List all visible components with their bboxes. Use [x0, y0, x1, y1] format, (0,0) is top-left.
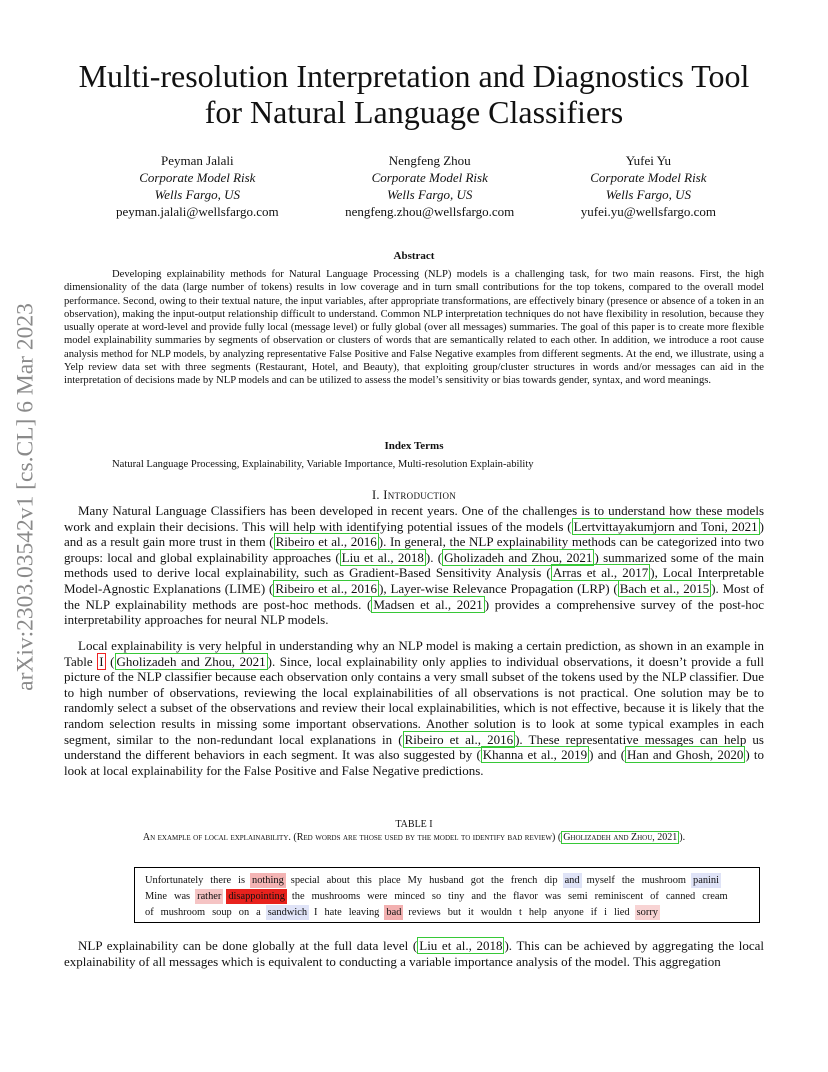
highlighted-word: bad	[386, 907, 402, 918]
citation-link[interactable]: Gholizadeh and Zhou, 2021	[116, 653, 266, 669]
section-number: I.	[371, 488, 384, 502]
paragraph-1: Many Natural Language Classifiers has been developed in recent years. One of the challenges is to understand how these models work and explain their decisions. This will help with identifying potential issues of the models ( Lertvittayakumjorn and Toni, 2021 ) and as a result gain more trust in them ( Ribeiro et al., 2016 ). In general, the NLP explainability methods can be categorized into two groups: local and global explainability approaches ( Liu et al., 2018 ). ( Gholizadeh and Zhou, 2021 ) summarized some of the main methods used to derive local explainability, such as Gradient-Based Sensitivity Analysis ( Arras et al., 2017 ), Local Interpretable Model-Agnostic Explanations (LIME) ( Ribeiro et al., 2016 ), Layer-wise Relevance Propagation (LRP) ( Bach et al., 2015 ). Most of the NLP explainability methods are post-hoc methods. ( Madsen et al., 2021 ) provides a comprehensive survey of the post-hoc interpretability approaches for neural NLP models.	[64, 503, 765, 628]
citation-link[interactable]: Madsen et al., 2021	[373, 596, 483, 612]
word: husband	[429, 875, 464, 886]
word: the	[491, 875, 504, 886]
word: My	[407, 875, 423, 886]
citation-link[interactable]: Ribeiro et al., 2016	[404, 731, 514, 747]
word: were	[367, 891, 388, 902]
citation-link[interactable]: Khanna et al., 2019	[482, 747, 588, 763]
table-ref-link[interactable]: I	[99, 653, 104, 669]
word: semi	[568, 891, 588, 902]
word: flavor	[513, 891, 538, 902]
word: was	[173, 891, 191, 902]
word: canned	[665, 891, 696, 902]
word: but	[447, 907, 462, 918]
author-3	[581, 152, 716, 220]
citation-link[interactable]: Gholizadeh and Zhou, 2021	[444, 549, 593, 565]
abstract-heading: Abstract	[393, 250, 435, 262]
citation-link[interactable]: Liu et al., 2018	[419, 938, 503, 953]
word: help	[528, 907, 547, 918]
table-row	[143, 905, 663, 920]
word: cream	[702, 891, 728, 902]
paragraph-3: NLP explainability can be done globally at the full data level ( Liu et al., 2018 ). This can be achieved by aggregating the local explainability of all messages which is equivalent to conducting a variable importance analysis of the model. This aggregation	[64, 938, 764, 969]
word: there	[210, 875, 232, 886]
word: Unfortunately	[145, 875, 204, 886]
word: Mine	[145, 891, 167, 902]
word: the	[621, 875, 635, 886]
table-row	[143, 873, 724, 888]
citation-link[interactable]: Ribeiro et al., 2016	[275, 534, 377, 550]
word: minced	[394, 891, 425, 902]
highlighted-word: nothing	[252, 875, 284, 886]
word: soup	[212, 907, 232, 918]
author-block	[64, 152, 764, 220]
word: about	[326, 875, 350, 886]
author-email: yufei.yu@wellsfargo.com	[580, 204, 716, 219]
table-caption-text: An example of local explainability. (Red words are those used by the model to identify bad review) (	[142, 832, 562, 843]
highlighted-word: and	[564, 875, 580, 886]
author-org: Wells Fargo, US	[154, 187, 240, 202]
title-line-2: for Natural Language Classifiers	[204, 94, 624, 130]
citation-link[interactable]: Arras et al., 2017	[552, 565, 649, 581]
highlighted-word: sandwich	[267, 907, 308, 918]
author-name: Nengfeng Zhou	[388, 153, 471, 168]
citation-link[interactable]: Bach et al., 2015	[619, 580, 710, 596]
table-row	[143, 889, 733, 904]
word: myself	[586, 875, 615, 886]
word: place	[378, 875, 401, 886]
word: mushrooms	[311, 891, 361, 902]
citation-link[interactable]: Gholizadeh and Zhou, 2021	[563, 832, 678, 843]
highlighted-word: rather	[197, 891, 222, 902]
word: i	[604, 907, 608, 918]
abstract-body: Developing explainability methods for Natural Language Processing (NLP) models is a challenging task, for two main reasons. First, the high dimensionality of the data (large number of tokens) results in low coverage and in turn small contributions for the top tokens, compared to the overall model performance. Second, owing to their textual nature, the input variables, after appropriate transformations, are effectively binary (presence or absence of a token in an observation), making the input-output relationship difficult to understand. Common NLP interpretation techniques do not have flexibility in resolution, because they usually operate at word-level and provide fully local (message level) or fully global (over all messages) summaries. The goal of this paper is to create more flexible model explainability summaries by segments of observation or clusters of words that are semantically related to each other. In addition, we introduce a root cause analysis method for NLP models, by analyzing representative False Positive and False Negative examples from different segments. At the end, we illustrate, using a Yelp review data set with three segments (Restaurant, Hotel, and Beauty), that exploiting group/cluster structures in words and/or messages can aid in the interpretation of decisions made by NLP models and can be utilized to assess the model’s sensitivity or bias towards gender, syntax, and word meanings.	[64, 269, 764, 387]
word: of	[145, 907, 154, 918]
word: so	[431, 891, 442, 902]
author-2	[345, 152, 514, 220]
word: if	[590, 907, 598, 918]
citation-link[interactable]: Liu et al., 2018	[341, 549, 424, 565]
author-org: Wells Fargo, US	[605, 187, 692, 202]
word: is	[238, 875, 246, 886]
word: french	[510, 875, 538, 886]
abstract-text	[64, 268, 764, 388]
section-title: Introduction	[383, 488, 457, 502]
word: on	[238, 907, 250, 918]
word: special	[290, 875, 320, 886]
section-heading	[64, 488, 764, 503]
word: tiny	[448, 891, 465, 902]
word: mushroom	[641, 875, 687, 886]
author-name: Yufei Yu	[625, 153, 672, 168]
table-label: TABLE I	[395, 819, 433, 830]
highlighted-word: sorry	[636, 907, 658, 918]
word: and	[471, 891, 487, 902]
table-caption: TABLE I An example of local explainability. (Red words are those used by the model to identify bad review) ( Gholizadeh and Zhou, 2021 ).	[64, 818, 764, 844]
index-terms: Natural Language Processing, Explainability, Variable Importance, Multi-resolution Explain-ability	[112, 459, 534, 470]
explainability-table	[134, 867, 760, 923]
citation-link[interactable]: Lertvittayakumjorn and Toni, 2021	[573, 518, 758, 534]
paragraph-2: Local explainability is very helpful in understanding why an NLP model is making a certain prediction, as shown in an example in Table I ( Gholizadeh and Zhou, 2021 ). Since, local explainability only applies to individual observations, it doesn’t provide a full picture of the NLP classifier because each observation only contains a very small subset of the tokens used by the NLP classifier. Due to high number of observations, reviewing the local explainabilities of all observations is not practical. One solution may be to randomly select a subset of the observations and review their local explainabilities, which is not effective, because it is likely that the random selection results in missing some important observations. Another solution is to look at some typical examples in each segment, similar to the non-redundant local explanations in ( Ribeiro et al., 2016 ). These representative messages can help us understand the different behaviors in each segment. It was also suggested by ( Khanna et al., 2019 ) and ( Han and Ghosh, 2020 ) to look at local explainability for the False Positive and False Negative predictions.	[64, 638, 764, 778]
word: was	[544, 891, 562, 902]
index-terms-heading: Index Terms	[384, 440, 444, 452]
word: wouldn	[480, 907, 512, 918]
word: the	[493, 891, 507, 902]
word: anyone	[553, 907, 584, 918]
author-dept: Corporate Model Risk	[139, 170, 256, 185]
word: mushroom	[160, 907, 206, 918]
author-email: nengfeng.zhou@wellsfargo.com	[345, 204, 515, 219]
word: it	[468, 907, 474, 918]
word: I	[314, 907, 318, 918]
word: a	[256, 907, 261, 918]
paper-title	[64, 58, 764, 130]
highlighted-word: panini	[693, 875, 719, 886]
arxiv-stamp: arXiv:2303.03542v1 [cs.CL] 6 Mar 2023	[12, 303, 39, 691]
word: leaving	[348, 907, 380, 918]
citation-link[interactable]: Han and Ghosh, 2020	[627, 747, 744, 763]
author-dept: Corporate Model Risk	[590, 170, 707, 185]
word: t	[518, 907, 522, 918]
word: reviews	[408, 907, 441, 918]
word: the	[291, 891, 305, 902]
author-org: Wells Fargo, US	[387, 187, 473, 202]
title-line-1: Multi-resolution Interpretation and Diagnostics Tool	[78, 58, 750, 94]
word: hate	[324, 907, 342, 918]
word: reminiscent	[594, 891, 644, 902]
word: this	[356, 875, 372, 886]
highlighted-word: disappointing	[228, 891, 285, 902]
word: dip	[544, 875, 558, 886]
citation-link[interactable]: Ribeiro et al., 2016	[275, 580, 378, 596]
author-1	[116, 152, 279, 220]
author-name: Peyman Jalali	[161, 153, 234, 168]
word: lied	[614, 907, 630, 918]
author-email: peyman.jalali@wellsfargo.com	[116, 204, 279, 219]
word: got	[470, 875, 485, 886]
word: of	[650, 891, 659, 902]
author-dept: Corporate Model Risk	[371, 170, 488, 185]
